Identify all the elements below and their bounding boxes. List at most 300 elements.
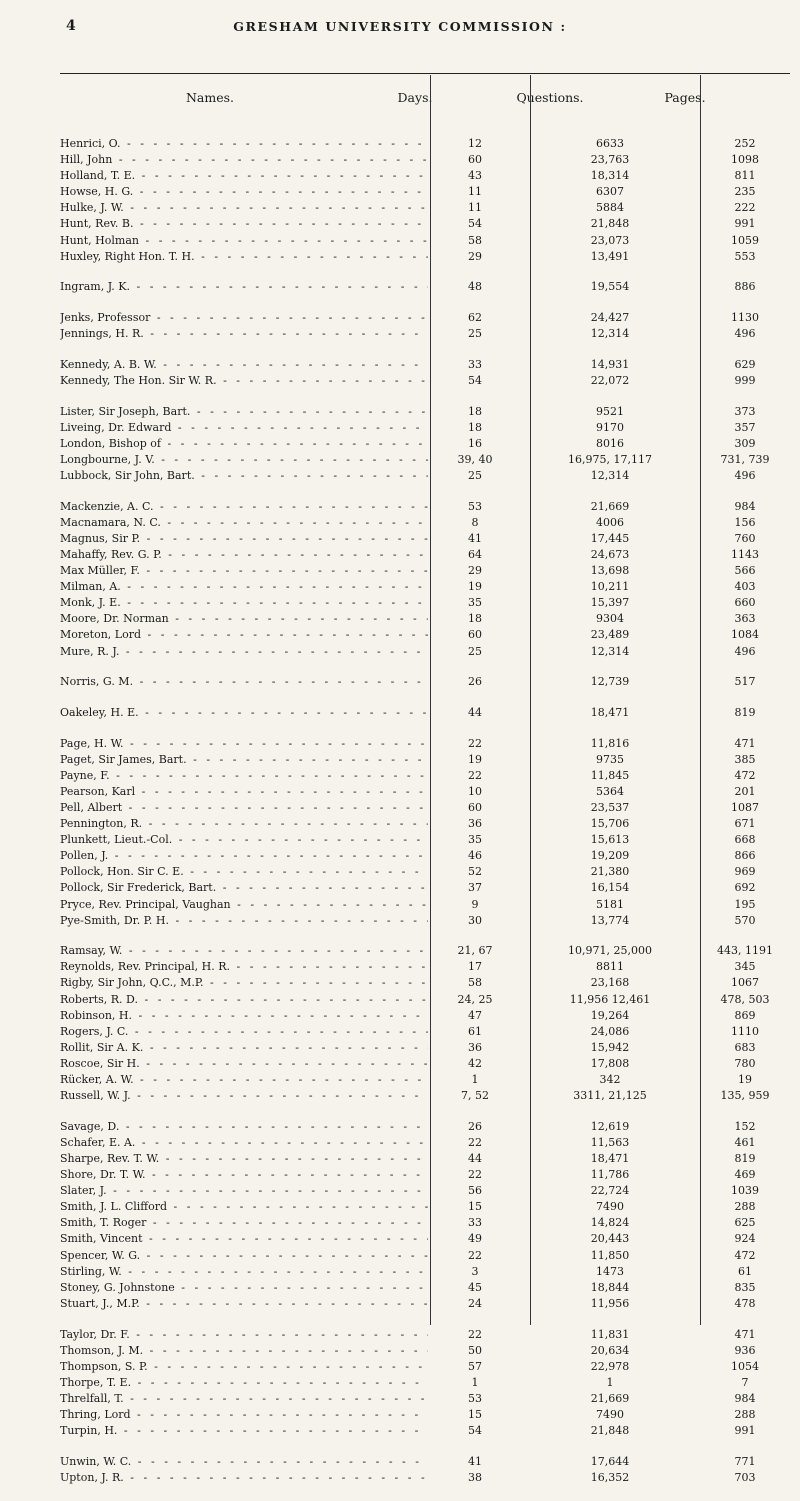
questions-value: 5364 <box>596 784 624 798</box>
witness-name: Upton, J. R. - - <box>60 1470 428 1486</box>
days-value: 58 <box>468 976 482 990</box>
witness-name: Slater, J. - - <box>60 1183 428 1199</box>
table-row <box>60 373 790 389</box>
days-value: 11 <box>468 201 482 215</box>
pages-value: 1039 <box>731 1184 759 1198</box>
table-row <box>60 1072 790 1088</box>
table-row <box>60 880 790 896</box>
pages-value: 309 <box>734 436 756 450</box>
table-row <box>60 563 790 579</box>
page-number: 4 <box>66 18 76 34</box>
witness-name: Pryce, Rev. Principal, Vaughan - - <box>60 897 428 913</box>
witness-name: Holland, T. E. - - <box>60 168 428 184</box>
questions-value: 24,427 <box>590 311 630 325</box>
column-headers <box>0 90 800 114</box>
days-value: 33 <box>468 1216 482 1230</box>
table-row <box>60 200 790 216</box>
table-row <box>60 547 790 563</box>
witness-name: Rigby, Sir John, Q.C., M.P. - - <box>60 975 428 991</box>
questions-value: 15,942 <box>590 1040 630 1054</box>
witness-name: Turpin, H. - - <box>60 1423 428 1439</box>
witness-name: Max Müller, F. - - <box>60 563 428 579</box>
witness-name: London, Bishop of - - <box>60 436 428 452</box>
table-row <box>60 499 790 515</box>
pages-value: 135, 959 <box>720 1089 770 1103</box>
questions-value: 24,673 <box>590 547 630 561</box>
witness-name: Smith, J. L. Clifford - - <box>60 1199 428 1215</box>
pages-value: 811 <box>734 169 756 183</box>
days-value: 54 <box>468 1424 482 1438</box>
witness-name: Threlfall, T. - - <box>60 1391 428 1407</box>
days-value: 7, 52 <box>461 1089 489 1103</box>
column-header-days: Days. <box>397 90 433 105</box>
days-value: 22 <box>468 736 482 750</box>
pages-value: 731, 739 <box>720 452 770 466</box>
table-row <box>60 152 790 168</box>
column-header-questions: Questions. <box>516 90 584 105</box>
questions-value: 12,314 <box>590 468 630 482</box>
table-row <box>60 1327 790 1343</box>
questions-value: 17,445 <box>590 531 630 545</box>
questions-value: 18,844 <box>590 1280 630 1294</box>
letter-group <box>60 357 790 389</box>
questions-value: 16,975, 17,117 <box>568 452 652 466</box>
pages-value: 566 <box>734 564 756 578</box>
witness-name: Taylor, Dr. F. - - <box>60 1327 428 1343</box>
witness-name: Huxley, Right Hon. T. H. - - <box>60 249 428 265</box>
pages-value: 886 <box>734 280 756 294</box>
pages-value: 496 <box>734 327 756 341</box>
days-value: 11 <box>468 185 482 199</box>
pages-value: 252 <box>734 137 756 150</box>
witness-name: Smith, Vincent - - <box>60 1231 428 1247</box>
witness-name: Pollock, Sir Frederick, Bart. - - <box>60 880 428 896</box>
table-row <box>60 1024 790 1040</box>
witness-name: Howse, H. G. - - <box>60 184 428 200</box>
witness-name: Paget, Sir James, Bart. - - <box>60 752 428 768</box>
questions-value: 18,314 <box>590 169 630 183</box>
days-value: 41 <box>468 1454 482 1468</box>
table-row <box>60 736 790 752</box>
days-value: 18 <box>468 404 482 418</box>
column-header-pages: Pages. <box>664 90 706 105</box>
questions-value: 19,264 <box>590 1008 630 1022</box>
table-row <box>60 864 790 880</box>
pages-value: 869 <box>734 1008 756 1022</box>
days-value: 22 <box>468 1135 482 1149</box>
table-row <box>60 800 790 816</box>
days-value: 10 <box>468 784 482 798</box>
table-row <box>60 310 790 326</box>
days-value: 35 <box>468 596 482 610</box>
questions-value: 7490 <box>596 1200 624 1214</box>
pages-value: 999 <box>734 373 756 387</box>
questions-value: 6307 <box>596 185 624 199</box>
days-value: 46 <box>468 849 482 863</box>
days-value: 58 <box>468 233 482 247</box>
pages-value: 1054 <box>731 1359 759 1373</box>
pages-value: 683 <box>734 1040 756 1054</box>
witness-name: Macnamara, N. C. - - <box>60 515 428 531</box>
pages-value: 771 <box>734 1454 756 1468</box>
table-row <box>60 1343 790 1359</box>
days-value: 49 <box>468 1232 482 1246</box>
witness-name: Pollock, Hon. Sir C. E. - - <box>60 864 428 880</box>
questions-value: 19,209 <box>590 849 630 863</box>
questions-value: 21,848 <box>590 217 630 231</box>
table-row <box>60 992 790 1008</box>
days-value: 22 <box>468 768 482 782</box>
days-value: 3 <box>471 1264 479 1278</box>
days-value: 24 <box>468 1296 482 1310</box>
pages-value: 969 <box>734 865 756 879</box>
days-value: 19 <box>468 752 482 766</box>
pages-value: 1110 <box>731 1024 759 1038</box>
table-row <box>60 531 790 547</box>
pages-value: 780 <box>734 1056 756 1070</box>
days-value: 26 <box>468 1119 482 1133</box>
table-row <box>60 1423 790 1439</box>
days-value: 33 <box>468 357 482 371</box>
witness-name: Moreton, Lord - - <box>60 627 428 643</box>
days-value: 45 <box>468 1280 482 1294</box>
days-value: 64 <box>468 547 482 561</box>
days-value: 53 <box>468 499 482 513</box>
questions-value: 3311, 21,125 <box>573 1089 647 1103</box>
questions-value: 8016 <box>596 436 624 450</box>
days-value: 60 <box>468 153 482 167</box>
table-row <box>60 1280 790 1296</box>
witness-name: Longbourne, J. V. - - <box>60 452 428 468</box>
days-value: 54 <box>468 373 482 387</box>
pages-value: 1087 <box>731 800 759 814</box>
table-row <box>60 357 790 373</box>
questions-value: 23,537 <box>590 800 630 814</box>
letter-group <box>60 499 790 660</box>
questions-value: 22,072 <box>590 373 630 387</box>
days-value: 15 <box>468 1200 482 1214</box>
days-value: 21, 67 <box>457 944 493 958</box>
days-value: 17 <box>468 960 482 974</box>
days-value: 42 <box>468 1056 482 1070</box>
pages-value: 671 <box>734 817 756 831</box>
pages-value: 991 <box>734 217 756 231</box>
questions-value: 16,352 <box>590 1470 630 1484</box>
pages-value: 936 <box>734 1343 756 1357</box>
questions-value: 22,978 <box>590 1359 630 1373</box>
pages-value: 760 <box>734 531 756 545</box>
table-row <box>60 644 790 660</box>
questions-value: 20,443 <box>590 1232 630 1246</box>
witness-name: Unwin, W. C. - - <box>60 1454 428 1470</box>
pages-value: 496 <box>734 468 756 482</box>
pages-value: 1130 <box>731 311 759 325</box>
pages-value: 152 <box>734 1119 756 1133</box>
questions-value: 11,831 <box>590 1327 630 1341</box>
witness-name: Kennedy, The Hon. Sir W. R. - - <box>60 373 428 389</box>
pages-value: 668 <box>734 833 756 847</box>
days-value: 1 <box>471 1375 479 1389</box>
table-row <box>60 436 790 452</box>
days-value: 15 <box>468 1408 482 1421</box>
days-value: 41 <box>468 531 482 545</box>
header-rule <box>60 73 790 74</box>
days-value: 26 <box>468 675 482 689</box>
days-value: 30 <box>468 913 482 927</box>
witness-name: Reynolds, Rev. Principal, H. R. - - <box>60 959 428 975</box>
witness-name: Moore, Dr. Norman - - <box>60 611 428 627</box>
days-value: 43 <box>468 169 482 183</box>
pages-value: 924 <box>734 1232 756 1246</box>
days-value: 48 <box>468 280 482 294</box>
days-value: 22 <box>468 1168 482 1182</box>
pages-value: 471 <box>734 1327 756 1341</box>
witness-name: Payne, F. - - <box>60 768 428 784</box>
table-row <box>60 913 790 929</box>
questions-value: 20,634 <box>590 1343 630 1357</box>
table-row <box>60 595 790 611</box>
pages-value: 7 <box>741 1375 749 1389</box>
witness-name: Lubbock, Sir John, Bart. - - <box>60 468 428 484</box>
questions-value: 8811 <box>596 960 624 974</box>
pages-value: 991 <box>734 1424 756 1438</box>
witness-name: Ingram, J. K. - - <box>60 279 428 295</box>
table-row <box>60 1183 790 1199</box>
table-row <box>60 326 790 342</box>
table-row <box>60 1454 790 1470</box>
questions-value: 17,808 <box>590 1056 630 1070</box>
days-value: 50 <box>468 1343 482 1357</box>
witness-name: Hunt, Rev. B. - - <box>60 216 428 232</box>
witness-name: Spencer, W. G. - - <box>60 1248 428 1264</box>
witness-name: Jenks, Professor - - <box>60 310 428 326</box>
witness-name: Rollit, Sir A. K. - - <box>60 1040 428 1056</box>
table-row <box>60 784 790 800</box>
questions-value: 15,397 <box>590 596 630 610</box>
witness-name: Norris, G. M. - - <box>60 674 428 690</box>
table-row <box>60 975 790 991</box>
letter-group <box>60 705 790 721</box>
table-row <box>60 233 790 249</box>
pages-value: 1098 <box>731 153 759 167</box>
table-row <box>60 943 790 959</box>
witness-name: Stuart, J., M.P. - - <box>60 1296 428 1312</box>
days-value: 8 <box>471 515 479 529</box>
pages-value: 984 <box>734 499 756 513</box>
pages-value: 496 <box>734 644 756 658</box>
table-row <box>60 627 790 643</box>
questions-value: 21,669 <box>590 499 630 513</box>
table-row <box>60 897 790 913</box>
pages-value: 385 <box>734 752 756 766</box>
days-value: 9 <box>471 897 479 911</box>
days-value: 36 <box>468 817 482 831</box>
pages-value: 625 <box>734 1216 756 1230</box>
table-row <box>60 279 790 295</box>
witness-name: Stirling, W. - - <box>60 1264 428 1280</box>
questions-value: 342 <box>599 1073 621 1087</box>
witness-name: Kennedy, A. B. W. - - <box>60 357 428 373</box>
witness-name: Monk, J. E. - - <box>60 595 428 611</box>
letter-group <box>60 1454 790 1486</box>
days-value: 24, 25 <box>457 992 493 1006</box>
pages-value: 235 <box>734 185 756 199</box>
pages-value: 288 <box>734 1200 756 1214</box>
table-row <box>60 1296 790 1312</box>
questions-value: 6633 <box>596 137 624 150</box>
table-row <box>60 1391 790 1407</box>
questions-value: 5181 <box>596 897 624 911</box>
table-row <box>60 959 790 975</box>
table-row <box>60 168 790 184</box>
pages-value: 517 <box>734 675 756 689</box>
pages-value: 222 <box>734 201 756 215</box>
letter-group <box>60 1119 790 1312</box>
witness-name: Thomson, J. M. - - <box>60 1343 428 1359</box>
questions-value: 12,619 <box>590 1119 630 1133</box>
page-header <box>0 18 800 38</box>
pages-value: 835 <box>734 1280 756 1294</box>
witness-name: Roscoe, Sir H. - - <box>60 1056 428 1072</box>
table-row <box>60 452 790 468</box>
questions-value: 21,380 <box>590 865 630 879</box>
questions-value: 17,644 <box>590 1454 630 1468</box>
letter-group <box>60 736 790 929</box>
witness-name: Stoney, G. Johnstone - - <box>60 1280 428 1296</box>
witness-name: Shore, Dr. T. W. - - <box>60 1167 428 1183</box>
questions-value: 21,669 <box>590 1391 630 1405</box>
table-row <box>60 1008 790 1024</box>
pages-value: 471 <box>734 736 756 750</box>
table-row <box>60 1167 790 1183</box>
witness-name: Robinson, H. - - <box>60 1008 428 1024</box>
index-table <box>60 136 790 1501</box>
pages-value: 201 <box>734 784 756 798</box>
column-header-names: Names. <box>185 90 235 105</box>
questions-value: 7490 <box>596 1408 624 1421</box>
days-value: 62 <box>468 311 482 325</box>
questions-value: 23,489 <box>590 628 630 642</box>
days-value: 1 <box>471 1073 479 1087</box>
pages-value: 472 <box>734 1248 756 1262</box>
questions-value: 13,774 <box>590 913 630 927</box>
table-row <box>60 1199 790 1215</box>
pages-value: 461 <box>734 1135 756 1149</box>
witness-name: Thorpe, T. E. - - <box>60 1375 428 1391</box>
pages-value: 1067 <box>731 976 759 990</box>
witness-name: Russell, W. J. - - <box>60 1088 428 1104</box>
witness-name: Pye-Smith, Dr. P. H. - - <box>60 913 428 929</box>
witness-name: Hunt, Holman - - <box>60 233 428 249</box>
table-row <box>60 136 790 152</box>
letter-group <box>60 136 790 265</box>
witness-name: Mackenzie, A. C. - - <box>60 499 428 515</box>
witness-name: Page, H. W. - - <box>60 736 428 752</box>
questions-value: 15,706 <box>590 817 630 831</box>
questions-value: 9304 <box>596 612 624 626</box>
days-value: 22 <box>468 1327 482 1341</box>
days-value: 29 <box>468 249 482 263</box>
witness-name: Pollen, J. - - <box>60 848 428 864</box>
questions-value: 15,613 <box>590 833 630 847</box>
witness-name: Oakeley, H. E. - - <box>60 705 428 721</box>
questions-value: 10,211 <box>590 580 630 594</box>
days-value: 39, 40 <box>457 452 493 466</box>
days-value: 18 <box>468 612 482 626</box>
pages-value: 61 <box>738 1264 752 1278</box>
days-value: 60 <box>468 628 482 642</box>
days-value: 54 <box>468 217 482 231</box>
questions-value: 10,971, 25,000 <box>568 944 652 958</box>
days-value: 19 <box>468 580 482 594</box>
table-row <box>60 752 790 768</box>
days-value: 57 <box>468 1359 482 1373</box>
days-value: 37 <box>468 881 482 895</box>
table-row <box>60 1151 790 1167</box>
table-row <box>60 705 790 721</box>
letter-group <box>60 404 790 484</box>
questions-value: 11,816 <box>590 736 630 750</box>
table-row <box>60 832 790 848</box>
questions-value: 18,471 <box>590 1152 630 1165</box>
questions-value: 5884 <box>596 201 624 215</box>
table-row <box>60 1470 790 1486</box>
witness-name: Lister, Sir Joseph, Bart. - - <box>60 404 428 420</box>
witness-name: Smith, T. Roger - - <box>60 1215 428 1231</box>
questions-value: 4006 <box>596 515 624 529</box>
witness-name: Jennings, H. R. - - <box>60 326 428 342</box>
days-value: 35 <box>468 833 482 847</box>
pages-value: 195 <box>734 897 756 911</box>
questions-value: 13,491 <box>590 249 630 263</box>
table-row <box>60 1264 790 1280</box>
pages-value: 478, 503 <box>720 992 770 1006</box>
pages-value: 866 <box>734 849 756 863</box>
witness-name: Hulke, J. W. - - <box>60 200 428 216</box>
witness-name: Pell, Albert - - <box>60 800 428 816</box>
witness-name: Milman, A. - - <box>60 579 428 595</box>
table-row <box>60 515 790 531</box>
pages-value: 692 <box>734 881 756 895</box>
witness-name: Schafer, E. A. - - <box>60 1135 428 1151</box>
witness-name: Thompson, S. P. - - <box>60 1359 428 1375</box>
days-value: 29 <box>468 564 482 578</box>
days-value: 38 <box>468 1470 482 1484</box>
pages-value: 984 <box>734 1391 756 1405</box>
letter-group <box>60 279 790 295</box>
witness-name: Pearson, Karl - - <box>60 784 428 800</box>
questions-value: 21,848 <box>590 1424 630 1438</box>
days-value: 47 <box>468 1008 482 1022</box>
questions-value: 12,314 <box>590 327 630 341</box>
questions-value: 18,471 <box>590 705 630 719</box>
pages-value: 629 <box>734 357 756 371</box>
table-row <box>60 1231 790 1247</box>
questions-value: 14,931 <box>590 357 630 371</box>
pages-value: 570 <box>734 913 756 927</box>
pages-value: 403 <box>734 580 756 594</box>
table-row <box>60 1088 790 1104</box>
days-value: 18 <box>468 420 482 434</box>
questions-value: 11,956 12,461 <box>569 992 651 1006</box>
pages-value: 1059 <box>731 233 759 247</box>
letter-group <box>60 674 790 690</box>
table-row <box>60 1056 790 1072</box>
witness-name: Roberts, R. D. - - <box>60 992 428 1008</box>
days-value: 25 <box>468 644 482 658</box>
table-row <box>60 816 790 832</box>
witness-name: Sharpe, Rev. T. W. - - <box>60 1151 428 1167</box>
